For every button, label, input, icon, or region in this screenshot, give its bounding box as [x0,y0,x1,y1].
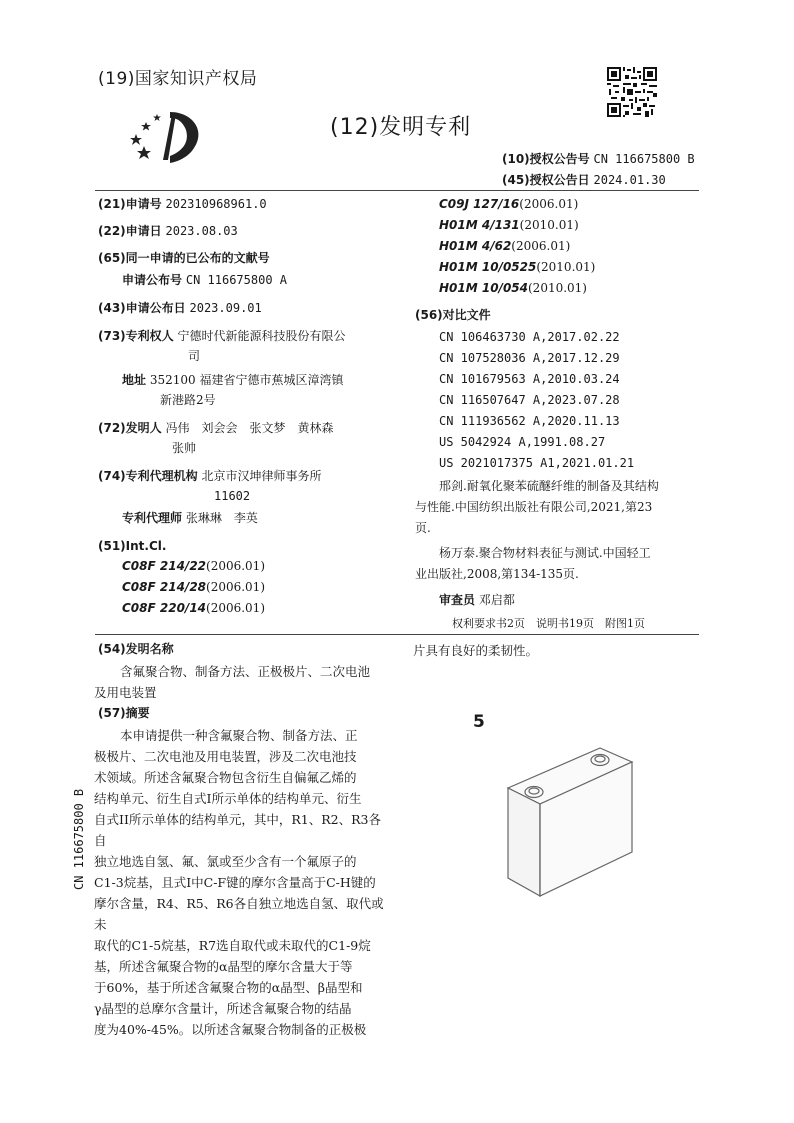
agent-label: 专利代理师 [122,511,183,525]
cited-document: CN 101679563 A,2010.03.24 [439,372,620,386]
ipc-entry [439,215,579,235]
cited-document: CN 107528036 A,2017.12.29 [439,351,620,365]
document-type: (12)发明专利 [330,115,472,140]
prior-publication-number [122,270,287,290]
qr-code [607,67,657,117]
battery-cell-figure [500,740,640,900]
application-number-value: 202310968961.0 [165,197,267,211]
cited-document: US 5042924 A,1991.08.27 [439,435,606,449]
title-label [98,639,174,659]
cnipa-logo [130,108,210,168]
abstract-heading: (57)摘要 [98,706,150,720]
publication-date-label: (43)申请公布日 [98,301,186,315]
application-date [98,221,238,241]
abstract-line: 基，所述含氟聚合物的α晶型的摩尔含量大于等 [94,959,353,974]
ipc-code: C08F 220/14 [122,601,207,615]
publication-date [98,298,262,318]
biblio-divider [95,634,699,635]
int-cl-label [98,536,166,556]
abstract-label [98,703,150,723]
cited-document: US 2021017375 A1,2021.01.21 [439,456,635,470]
address [122,370,343,390]
cited-document: CN 111936562 A,2020.11.13 [439,414,620,428]
ipc-version: (2006.01) [519,197,579,211]
ipc-version: (2006.01) [206,559,266,573]
ipc-entry [122,598,265,618]
ipc-entry [439,236,570,256]
application-date-label: (22)申请日 [98,224,162,238]
ipc-version: (2006.01) [206,601,266,615]
ipc-entry [122,556,265,576]
abstract-line: C1-3烷基，且式I中C-F键的摩尔含量高于C-H键的 [94,875,376,890]
patentee-line2: 司 [188,349,201,363]
prior-publication-label [98,248,270,268]
inventors-value-line1: 冯伟 刘会会 张文梦 黄林森 [165,421,334,435]
ipc-code: C09J 127/16 [439,197,520,211]
agency-code: 11602 [214,489,251,503]
non-patent-literature-2: 杨万泰.聚合物材料表征与测试.中国轻工 [439,546,651,560]
ipc-code: H01M 4/62 [439,239,512,253]
int-cl-heading: (51)Int.Cl. [98,539,167,553]
header-divider [95,190,699,191]
non-patent-literature-1-line3: 页. [415,521,431,535]
abstract-line: 结构单元、衍生自式I所示单体的结构单元、衍生 [94,791,362,806]
abstract-line: 取代的C1-5烷基，R7选自取代或未取代的C1-9烷 [94,938,371,953]
abstract-line: 本申请提供一种含氟聚合物、制备方法、正 [120,728,358,743]
abstract-line: 度为40%-45%。以所述含氟聚合物制备的正极极 [94,1022,367,1037]
cited-documents-label [415,305,491,325]
prior-publication-value: CN 116675800 A [185,273,287,287]
ipc-version: (2010.01) [519,218,579,232]
ipc-code: H01M 10/054 [439,281,528,295]
non-patent-literature-1-line2: 与性能.中国纺织出版社有限公司,2021,第23 [415,500,653,514]
abstract-line: 自式II所示单体的结构单元，其中，R1、R2、R3各自 [94,812,381,848]
non-patent-literature-2-line2: 业出版社,2008,第134-135页. [415,567,579,581]
cited-document: CN 106463730 A,2017.02.22 [439,330,620,344]
agency [98,466,322,486]
patentee-label: (73)专利权人 [98,329,174,343]
issuing-office: (19)国家知识产权局 [98,69,258,89]
agency-value-line1: 北京市汉坤律师事务所 [201,469,322,483]
grant-publication-date [502,171,666,188]
invention-title-line1: 含氟聚合物、制备方法、正极极片、二次电池 [120,664,371,679]
examiner [439,590,515,610]
grant-publication-number-value: CN 116675800 B [593,152,695,166]
ipc-version: (2010.01) [536,260,596,274]
address-label: 地址 [122,373,147,387]
inventors [98,418,334,438]
figure-label: 5 [473,712,485,732]
ipc-version: (2006.01) [206,580,266,594]
ipc-version: (2010.01) [528,281,587,295]
ipc-entry [439,278,587,298]
abstract-body [94,725,387,1040]
examiner-value: 邓启都 [478,593,515,607]
invention-title-line2: 及用电装置 [94,685,157,700]
grant-publication-number-label: (10)授权公告号 [502,152,590,166]
inventors-label: (72)发明人 [98,421,162,435]
abstract-line: 术领域。所述含氟聚合物包含衍生自偏氟乙烯的 [94,770,357,785]
grant-publication-date-value: 2024.01.30 [593,173,666,187]
patentee [98,326,346,346]
agent-value: 张琳琳 李英 [185,511,258,525]
ipc-code: H01M 4/131 [439,218,520,232]
ipc-entry [439,257,595,277]
application-date-value: 2023.08.03 [165,224,238,238]
address-line2: 新港路2号 [160,393,216,407]
ipc-code: C08F 214/28 [122,580,207,594]
publication-date-value: 2023.09.01 [189,301,262,315]
ipc-code: C08F 214/22 [122,559,207,573]
grant-publication-number [502,150,695,167]
abstract-line: 摩尔含量，R4、R5、R6各自独立地选自氢、取代或未 [94,896,384,932]
address-value-line1: 352100 福建省宁德市蕉城区漳湾镇 [149,373,344,387]
title-heading: (54)发明名称 [98,642,174,656]
inventors-line2: 张帅 [172,441,197,455]
patentee-value-line1: 宁德时代新能源科技股份有限公 [177,329,346,343]
non-patent-literature-1: 邢剑.耐氧化聚苯硫醚纤维的制备及其结构 [439,479,659,493]
page-counts: 权利要求书2页 说明书19页 附图1页 [452,617,645,630]
abstract-line: 于60%，基于所述含氟聚合物的α晶型、β晶型和 [94,980,363,995]
application-number-label: (21)申请号 [98,197,162,211]
abstract-line: γ晶型的总摩尔含量计，所述含氟聚合物的结晶 [94,1001,352,1016]
grant-publication-date-label: (45)授权公告日 [502,173,590,187]
side-publication-number: CN 116675800 B [72,788,86,890]
abstract-continuation: 片具有良好的柔韧性。 [413,643,539,658]
cited-document: CN 116507647 A,2023.07.28 [439,393,620,407]
abstract-line: 独立地选自氢、氟、氯或至少含有一个氟原子的 [94,854,357,869]
ipc-entry [122,577,265,597]
application-number [98,194,267,214]
abstract-line: 极极片、二次电池及用电装置，涉及二次电池技 [94,749,357,764]
ipc-entry [439,194,578,214]
agent [122,508,258,528]
ipc-version: (2006.01) [511,239,571,253]
examiner-label: 审查员 [439,593,476,607]
prior-publication-heading: (65)同一申请的已公布的文献号 [98,251,270,265]
prior-publication-sub-label: 申请公布号 [122,273,183,287]
cited-documents-heading: (56)对比文件 [415,308,491,322]
agency-label: (74)专利代理机构 [98,469,198,483]
ipc-code: H01M 10/0525 [439,260,537,274]
